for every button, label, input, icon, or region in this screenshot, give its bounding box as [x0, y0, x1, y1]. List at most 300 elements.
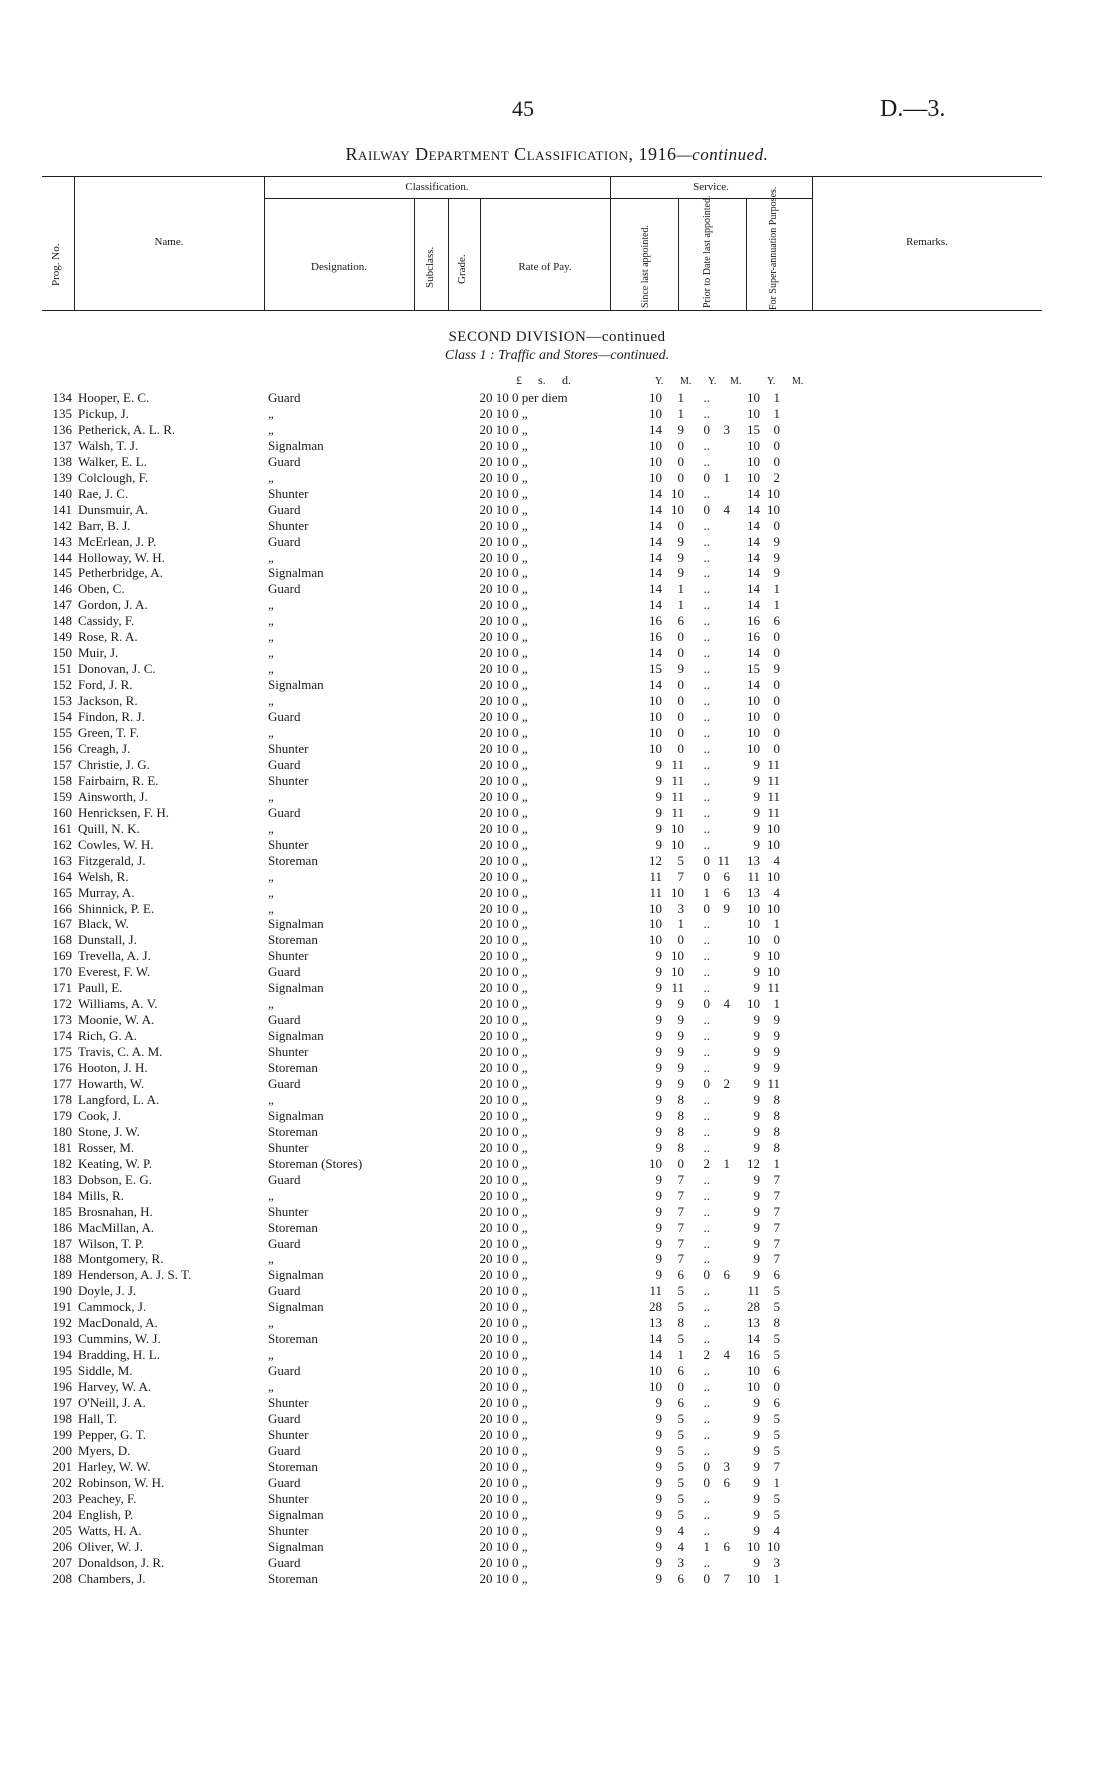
title-suffix: —continued.	[676, 145, 769, 164]
prog-no-cell: 144	[52, 549, 72, 565]
grade-cell: 2	[479, 1267, 486, 1283]
subclass-cell	[418, 725, 456, 741]
grade-cell: 2	[479, 1538, 486, 1554]
since-months-cell: 4	[677, 1522, 684, 1538]
since-months-cell: 0	[677, 645, 684, 661]
prior-months-cell: 2	[723, 1075, 730, 1091]
table-row	[32, 916, 780, 932]
subclass-cell	[418, 741, 456, 757]
employee-name-cell: Rose, R. A.	[78, 629, 138, 645]
since-months-cell: 5	[677, 852, 684, 868]
employee-name-cell: Everest, F. W.	[78, 964, 151, 980]
super-years-cell: 11	[747, 1283, 760, 1299]
subclass-cell	[418, 1012, 456, 1028]
super-years-cell: 13	[747, 1315, 760, 1331]
prior-months-cell	[710, 1363, 730, 1379]
prior-years-cell: 0	[703, 1570, 710, 1586]
employee-name-cell: Trevella, A. J.	[78, 948, 151, 964]
since-years-cell: 15	[649, 661, 662, 677]
rate-of-pay-cell: 0 10 0 „	[486, 1299, 528, 1315]
prog-no-cell: 206	[52, 1538, 72, 1554]
grade-cell: 2	[479, 1028, 486, 1044]
designation-cell: „	[268, 725, 274, 741]
super-months-cell: 10	[767, 820, 780, 836]
super-years-cell: 9	[753, 1060, 760, 1076]
designation-cell: „	[268, 693, 274, 709]
super-months-cell: 5	[773, 1331, 780, 1347]
super-years-cell: 10	[747, 437, 760, 453]
super-years-cell: 9	[753, 804, 760, 820]
prior-years-cell: ..	[703, 820, 710, 836]
employee-name-cell: Muir, J.	[78, 645, 119, 661]
rate-of-pay-cell: 0 10 0 „	[486, 1123, 528, 1139]
grade-cell: 2	[479, 437, 486, 453]
employee-name-cell: Black, W.	[78, 916, 129, 932]
since-years-cell: 9	[655, 772, 662, 788]
prior-years-cell: ..	[703, 725, 710, 741]
prog-no-cell: 197	[52, 1395, 72, 1411]
since-months-cell: 5	[677, 1506, 684, 1522]
employee-name-cell: Gordon, J. A.	[78, 597, 148, 613]
rate-of-pay-cell: 0 10 0 „	[486, 1347, 528, 1363]
employee-name-cell: Langford, L. A.	[78, 1091, 160, 1107]
since-months-cell: 9	[677, 1060, 684, 1076]
super-years-cell: 14	[747, 581, 760, 597]
designation-cell: Guard	[268, 453, 301, 469]
grade-cell: 2	[479, 1251, 486, 1267]
super-years-cell: 14	[747, 549, 760, 565]
employee-name-cell: Rae, J. C.	[78, 485, 129, 501]
since-months-cell: 11	[671, 756, 684, 772]
rate-of-pay-cell: 0 10 0 „	[486, 421, 528, 437]
prog-no-cell: 196	[52, 1379, 72, 1395]
since-years-cell: 10	[649, 453, 662, 469]
rate-of-pay-cell: 0 10 0 „	[486, 1187, 528, 1203]
since-months-cell: 0	[677, 437, 684, 453]
employee-name-cell: Donaldson, J. R.	[78, 1554, 165, 1570]
since-months-cell: 9	[677, 1044, 684, 1060]
super-years-cell: 9	[753, 1139, 760, 1155]
table-row	[32, 1315, 780, 1331]
super-years-cell: 9	[753, 836, 760, 852]
prior-years-cell: ..	[703, 1442, 710, 1458]
grade-cell: 2	[479, 1474, 486, 1490]
table-row	[32, 725, 780, 741]
prior-months-cell	[710, 486, 730, 502]
super-months-cell: 0	[773, 645, 780, 661]
table-row	[32, 1475, 780, 1491]
prior-months-cell	[710, 1379, 730, 1395]
employee-name-cell: Holloway, W. H.	[78, 549, 165, 565]
designation-cell: Shunter	[268, 836, 309, 852]
subclass-cell	[418, 1204, 456, 1220]
subclass-cell	[418, 1315, 456, 1331]
employee-name-cell: Chambers, J.	[78, 1570, 146, 1586]
prior-months-cell	[710, 1251, 730, 1267]
prog-no-cell: 182	[52, 1155, 72, 1171]
subclass-cell	[418, 901, 456, 917]
rate-of-pay-cell: 0 10 0 „	[486, 565, 528, 581]
table-row	[32, 1156, 780, 1172]
super-months-cell: 8	[773, 1123, 780, 1139]
prior-years-cell: ..	[703, 964, 710, 980]
prog-no-cell: 142	[52, 517, 72, 533]
grade-cell: 2	[479, 1379, 486, 1395]
since-years-cell: 10	[649, 469, 662, 485]
since-months-cell: 1	[677, 597, 684, 613]
employee-name-cell: Fitzgerald, J.	[78, 852, 146, 868]
since-years-cell: 14	[649, 533, 662, 549]
super-months-cell: 5	[773, 1347, 780, 1363]
since-years-cell: 9	[655, 1235, 662, 1251]
prior-years-cell: 0	[703, 1458, 710, 1474]
table-row	[32, 1363, 780, 1379]
since-months-cell: 8	[677, 1107, 684, 1123]
designation-cell: Guard	[268, 1075, 301, 1091]
prog-no-cell: 153	[52, 693, 72, 709]
since-months-cell: 7	[677, 1203, 684, 1219]
since-years-cell: 9	[655, 1171, 662, 1187]
prog-no-cell: 174	[52, 1028, 72, 1044]
grade-cell: 2	[479, 756, 486, 772]
designation-cell: Storeman	[268, 1123, 318, 1139]
prog-no-cell: 154	[52, 709, 72, 725]
table-row	[32, 1251, 780, 1267]
prog-no-cell: 202	[52, 1474, 72, 1490]
prior-months-cell	[710, 789, 730, 805]
since-months-cell: 7	[677, 1251, 684, 1267]
table-row	[32, 1443, 780, 1459]
grade-cell: 2	[479, 1315, 486, 1331]
since-years-cell: 9	[655, 1044, 662, 1060]
grade-cell: 2	[479, 1411, 486, 1426]
unit-pounds: £	[516, 373, 522, 387]
grade-cell: 2	[479, 1283, 486, 1299]
designation-cell: Guard	[268, 1171, 301, 1187]
prior-months-cell	[710, 1204, 730, 1220]
super-months-cell: 0	[773, 1379, 780, 1395]
prior-years-cell: 0	[703, 1267, 710, 1283]
prog-no-cell: 145	[52, 565, 72, 581]
prior-years-cell: ..	[703, 1411, 710, 1426]
document-code: D.—3.	[880, 96, 946, 122]
super-months-cell: 5	[773, 1490, 780, 1506]
prior-years-cell: ..	[703, 1060, 710, 1076]
super-years-cell: 9	[753, 1235, 760, 1251]
rate-of-pay-cell: 0 10 0 „	[486, 629, 528, 645]
designation-cell: Shunter	[268, 1426, 309, 1442]
employee-name-cell: Ainsworth, J.	[78, 788, 148, 804]
prior-years-cell: ..	[703, 565, 710, 581]
prior-months-cell: 9	[723, 900, 730, 916]
rate-of-pay-cell: 0 10 0 „	[486, 1506, 528, 1522]
since-months-cell: 5	[677, 1426, 684, 1442]
subclass-cell	[418, 821, 456, 837]
since-years-cell: 9	[655, 1458, 662, 1474]
super-months-cell: 11	[767, 980, 780, 996]
table-row	[32, 613, 780, 629]
super-years-cell: 9	[753, 1203, 760, 1219]
employee-name-cell: Dunsmuir, A.	[78, 501, 148, 517]
super-years-cell: 14	[747, 677, 760, 693]
table-row	[32, 470, 780, 486]
since-months-cell: 6	[677, 1267, 684, 1283]
since-months-cell: 9	[677, 1075, 684, 1091]
rate-of-pay-cell: 0 10 0 „	[486, 1570, 528, 1586]
employee-name-cell: Murray, A.	[78, 884, 135, 900]
since-years-cell: 14	[649, 421, 662, 437]
prior-years-cell: ..	[703, 1363, 710, 1379]
prog-no-cell: 207	[52, 1554, 72, 1570]
prior-months-cell	[710, 1140, 730, 1156]
designation-cell: Signalman	[268, 980, 324, 996]
subclass-cell	[418, 1523, 456, 1539]
prior-months-cell	[710, 1220, 730, 1236]
table-row	[32, 757, 780, 773]
employee-name-cell: Petherick, A. L. R.	[78, 421, 176, 437]
prog-no-cell: 169	[52, 948, 72, 964]
since-months-cell: 7	[677, 1219, 684, 1235]
designation-cell: Shunter	[268, 517, 309, 533]
designation-cell: Signalman	[268, 565, 324, 581]
since-years-cell: 14	[649, 565, 662, 581]
rate-of-pay-cell: 0 10 0 „	[486, 437, 528, 453]
employee-name-cell: Ford, J. R.	[78, 677, 133, 693]
super-months-cell: 10	[767, 1538, 780, 1554]
super-years-cell: 9	[753, 1458, 760, 1474]
prog-no-cell: 185	[52, 1203, 72, 1219]
since-years-cell: 12	[649, 852, 662, 868]
prog-no-cell: 184	[52, 1187, 72, 1203]
since-years-cell: 9	[655, 980, 662, 996]
since-months-cell: 5	[677, 1411, 684, 1426]
since-months-cell: 5	[677, 1299, 684, 1315]
since-years-cell: 11	[649, 884, 662, 900]
prior-months-cell: 6	[723, 1538, 730, 1554]
grade-cell: 2	[479, 469, 486, 485]
employee-name-cell: Dunstall, J.	[78, 932, 137, 948]
employee-name-cell: Henricksen, F. H.	[78, 804, 170, 820]
prior-years-cell: ..	[703, 645, 710, 661]
prior-months-cell: 6	[723, 868, 730, 884]
employee-name-cell: Paull, E.	[78, 980, 123, 996]
grade-cell: 2	[479, 533, 486, 549]
employee-name-cell: Oliver, W. J.	[78, 1538, 143, 1554]
super-years-cell: 9	[753, 1123, 760, 1139]
super-years-cell: 9	[753, 1506, 760, 1522]
subclass-cell	[418, 1299, 456, 1315]
grade-cell: 2	[479, 1522, 486, 1538]
prior-months-cell	[710, 741, 730, 757]
subclass-cell	[418, 581, 456, 597]
designation-cell: Guard	[268, 1283, 301, 1299]
since-years-cell: 14	[649, 677, 662, 693]
grade-cell: 2	[479, 1044, 486, 1060]
since-years-cell: 10	[649, 437, 662, 453]
since-years-cell: 9	[655, 1219, 662, 1235]
rate-of-pay-cell: 0 10 0 „	[486, 1554, 528, 1570]
since-months-cell: 8	[677, 1123, 684, 1139]
table-row	[32, 948, 780, 964]
since-years-cell: 10	[649, 740, 662, 756]
table-row	[32, 677, 780, 693]
prior-months-cell: 7	[723, 1570, 730, 1586]
table-row	[32, 693, 780, 709]
prior-years-cell: ..	[703, 756, 710, 772]
super-years-cell: 15	[747, 421, 760, 437]
table-row	[32, 486, 780, 502]
subclass-cell	[418, 613, 456, 629]
subclass-cell	[418, 550, 456, 566]
super-months-cell: 0	[773, 740, 780, 756]
subclass-cell	[418, 789, 456, 805]
employee-name-cell: Myers, D.	[78, 1442, 131, 1458]
employee-name-cell: Donovan, J. C.	[78, 661, 156, 677]
since-months-cell: 0	[677, 693, 684, 709]
super-years-cell: 10	[747, 932, 760, 948]
running-title	[0, 144, 1114, 165]
super-years-cell: 10	[747, 693, 760, 709]
prior-years-cell: 2	[703, 1155, 710, 1171]
grade-cell: 2	[479, 1091, 486, 1107]
prior-months-cell	[710, 629, 730, 645]
prior-months-cell	[710, 1523, 730, 1539]
super-months-cell: 9	[773, 1012, 780, 1028]
prog-no-cell: 158	[52, 772, 72, 788]
since-years-cell: 9	[655, 836, 662, 852]
table-row	[32, 709, 780, 725]
designation-cell: Storeman	[268, 852, 318, 868]
grade-cell: 2	[479, 1347, 486, 1363]
grade-cell: 2	[479, 1219, 486, 1235]
table-header	[42, 176, 1042, 311]
subclass-cell	[418, 1411, 456, 1427]
table-row	[32, 901, 780, 917]
rate-of-pay-cell: 0 10 0 „	[486, 1155, 528, 1171]
subclass-cell	[418, 502, 456, 518]
since-years-cell: 9	[655, 1395, 662, 1411]
subclass-cell	[418, 1267, 456, 1283]
employee-name-cell: Walsh, T. J.	[78, 437, 139, 453]
prior-months-cell	[710, 597, 730, 613]
super-months-cell: 1	[773, 996, 780, 1012]
subclass-cell	[418, 518, 456, 534]
super-months-cell: 0	[773, 437, 780, 453]
prior-months-cell	[710, 1331, 730, 1347]
prior-years-cell: ..	[703, 1219, 710, 1235]
prior-years-cell: ..	[703, 629, 710, 645]
rate-of-pay-cell: 0 10 0 „	[486, 740, 528, 756]
subclass-cell	[418, 454, 456, 470]
designation-cell: Signalman	[268, 437, 324, 453]
super-years-cell: 10	[747, 900, 760, 916]
prior-months-cell	[710, 677, 730, 693]
grade-cell: 2	[479, 916, 486, 932]
prior-months-cell	[710, 980, 730, 996]
super-months-cell: 5	[773, 1283, 780, 1299]
prior-months-cell	[710, 1427, 730, 1443]
employee-name-cell: Hooton, J. H.	[78, 1060, 148, 1076]
super-years-cell: 10	[747, 996, 760, 1012]
rate-of-pay-cell: 0 10 0 „	[486, 1363, 528, 1379]
rate-of-pay-cell: 0 10 0 „	[486, 1267, 528, 1283]
designation-cell: „	[268, 645, 274, 661]
super-months-cell: 5	[773, 1426, 780, 1442]
super-years-cell: 9	[753, 1171, 760, 1187]
employee-name-cell: Cowles, W. H.	[78, 836, 154, 852]
grade-cell: 2	[479, 453, 486, 469]
grade-cell: 2	[479, 996, 486, 1012]
grade-cell: 2	[479, 740, 486, 756]
since-months-cell: 8	[677, 1139, 684, 1155]
prog-no-cell: 198	[52, 1411, 72, 1426]
prog-no-cell: 138	[52, 453, 72, 469]
employee-name-cell: MacDonald, A.	[78, 1315, 158, 1331]
super-months-cell: 10	[767, 900, 780, 916]
header-classification: Classification.	[405, 181, 469, 193]
rate-of-pay-cell: 0 10 0 „	[486, 469, 528, 485]
since-months-cell: 9	[677, 421, 684, 437]
subclass-cell	[418, 1156, 456, 1172]
super-years-cell: 10	[747, 469, 760, 485]
prior-months-cell	[710, 518, 730, 534]
designation-cell: „	[268, 597, 274, 613]
super-years-cell: 12	[747, 1155, 760, 1171]
since-months-cell: 1	[677, 581, 684, 597]
rate-of-pay-cell: 0 10 0 „	[486, 677, 528, 693]
super-years-cell: 9	[753, 820, 760, 836]
prog-no-cell: 181	[52, 1139, 72, 1155]
prior-years-cell: ..	[703, 1044, 710, 1060]
subclass-cell	[418, 1251, 456, 1267]
table-row	[32, 1140, 780, 1156]
since-months-cell: 5	[677, 1442, 684, 1458]
prior-years-cell: 0	[703, 996, 710, 1012]
subclass-cell	[418, 1347, 456, 1363]
prior-years-cell: ..	[703, 1283, 710, 1299]
prior-months-cell	[710, 645, 730, 661]
prog-no-cell: 165	[52, 884, 72, 900]
since-years-cell: 10	[649, 709, 662, 725]
rate-of-pay-cell: 0 10 0 „	[486, 693, 528, 709]
super-months-cell: 9	[773, 1044, 780, 1060]
since-months-cell: 6	[677, 1570, 684, 1586]
employee-name-cell: Henderson, A. J. S. T.	[78, 1267, 192, 1283]
designation-cell: Guard	[268, 1012, 301, 1028]
since-years-cell: 10	[649, 1155, 662, 1171]
prog-no-cell: 163	[52, 852, 72, 868]
grade-cell: 2	[479, 693, 486, 709]
super-years-cell: 9	[753, 1411, 760, 1426]
prior-months-cell: 1	[723, 1155, 730, 1171]
since-months-cell: 0	[677, 725, 684, 741]
table-row	[32, 1267, 780, 1283]
since-months-cell: 6	[677, 1395, 684, 1411]
since-months-cell: 10	[671, 884, 684, 900]
prior-years-cell: ..	[703, 932, 710, 948]
prior-months-cell	[710, 1044, 730, 1060]
employee-name-cell: Quill, N. K.	[78, 820, 140, 836]
table-row	[32, 1331, 780, 1347]
rate-of-pay-cell: 0 10 0 „	[486, 964, 528, 980]
prior-years-cell: ..	[703, 804, 710, 820]
prior-years-cell: ..	[703, 437, 710, 453]
since-years-cell: 14	[649, 597, 662, 613]
grade-cell: 2	[479, 852, 486, 868]
employee-name-cell: Oben, C.	[78, 581, 125, 597]
super-months-cell: 0	[773, 421, 780, 437]
prog-no-cell: 180	[52, 1123, 72, 1139]
